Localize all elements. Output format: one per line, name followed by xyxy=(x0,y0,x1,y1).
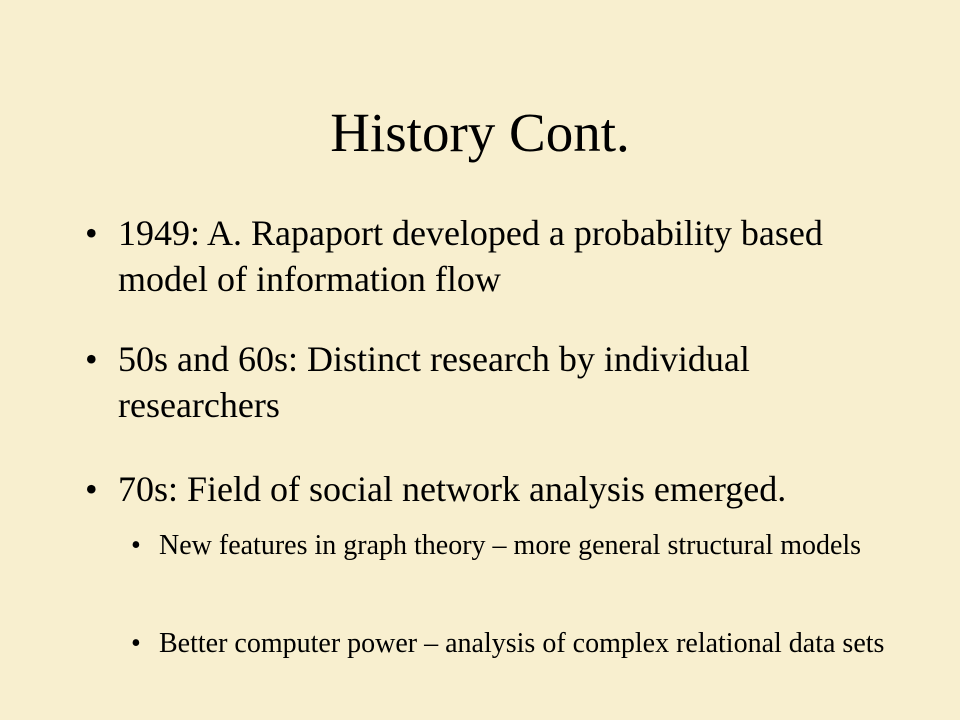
bullet-item-1949 xyxy=(85,210,905,302)
sub-bullet-graph-theory xyxy=(131,527,891,565)
sub-bullet-text: Better computer power – analysis of complex relational data sets xyxy=(159,628,885,659)
sub-bullet-marker: • xyxy=(131,628,141,659)
bullet-marker: • xyxy=(85,339,98,379)
bullet-text: 70s: Field of social network analysis emerged. xyxy=(118,469,787,509)
bullet-marker: • xyxy=(85,469,98,509)
bullet-text: 50s and 60s: Distinct research by individual researchers xyxy=(118,339,750,425)
sub-bullet-marker: • xyxy=(131,530,141,561)
slide-title: History Cont. xyxy=(330,102,630,163)
bullet-item-50s-60s xyxy=(85,336,905,428)
sub-bullet-computer-power xyxy=(131,625,891,663)
sub-bullet-text: New features in graph theory – more general structural models xyxy=(159,530,862,561)
bullet-item-70s xyxy=(85,466,905,512)
bullet-text: 1949: A. Rapaport developed a probability based model of information flow xyxy=(118,213,823,299)
bullet-marker: • xyxy=(85,213,98,253)
